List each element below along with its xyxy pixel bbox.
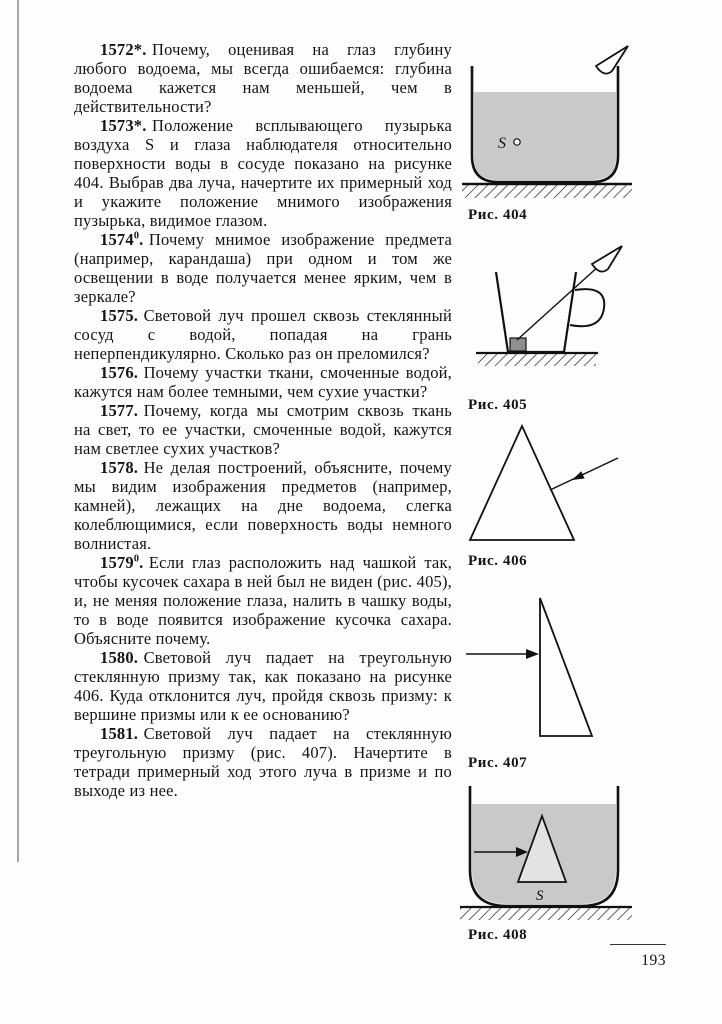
problem-text: Почему, когда мы смотрим сквозь ткань на свет, то ее участки, смоченные водой, кажутся нам светлее сухих участков? [74,401,452,458]
problem-text: Почему участки ткани, смоченные водой, кажутся нам более темными, чем сухие участки? [74,363,452,401]
figure-407-drawing [460,592,635,750]
eye-icon [596,46,628,74]
figure-406-drawing [460,420,635,548]
problem-number: 1579$^0$. [100,553,144,572]
problem-1573 [74,116,452,230]
prism-triangle [540,598,592,736]
figure-caption: Рис. 407 [468,755,528,771]
problem-1575 [74,306,452,363]
problem-number: 1581. [100,724,139,743]
ground-hatching [460,908,632,920]
figure-405 [460,242,638,414]
problem-number: 1577. [100,401,139,420]
problem-text: Почему, оценивая на глаз глубину любого водоема, мы всегда ошибаемся: глубина водоема кажется нам меньшей, чем в действительности? [74,40,452,116]
problem-1581 [74,724,452,800]
problem-text: Световой луч падает на треугольную стеклянную призму так, как показано на рисунке 406. Куда отклонится луч, пройдя сквозь призму: к вершине призмы или к ее основанию? [74,648,452,724]
figure-406 [460,420,638,570]
prism-triangle [470,426,574,540]
problem-1574 [74,230,452,306]
ground-hatching [462,185,632,198]
figure-405-drawing [460,242,635,392]
problem-number: 1572*. [100,40,147,59]
figure-caption: Рис. 408 [468,927,528,943]
problems-column [74,40,452,800]
problem-number: 1578. [100,458,139,477]
problem-text: Если глаз расположить над чашкой так, чтобы кусочек сахара в ней был не виден (рис. 405), и, не меняя положение глаза, налить в чашку воды, то в воде появится изображение кусочка сахара. Объясните почему. [74,553,452,648]
eye-icon [592,246,622,272]
problem-1580 [74,648,452,724]
problem-number: 1575. [100,306,139,325]
problem-number: 1573*. [100,116,147,135]
problem-text: Положение всплывающего пузырька воздуха S и глаза наблюдателя относительно поверхности воды в сосуде показано на рисунке 404. Выбрав два луча, начертите их примерный ход и укажите положение мнимого изображения пузырька, видимое глазом. [74,116,452,230]
problem-1576 [74,363,452,401]
problem-1572 [74,40,452,116]
problem-text: Световой луч прошел сквозь стеклянный сосуд с водой, попадая на грань неперпендикулярно. Сколько раз он преломился? [74,306,452,363]
figure-407 [460,592,638,772]
figure-404 [460,44,638,224]
bubble-label: S [498,135,506,152]
ground-hatching [478,354,596,366]
figure-caption: Рис. 404 [468,207,528,223]
ray-arrowhead [572,471,585,480]
problem-text: Не делая построений, объясните, почему мы видим изображения предметов (например, камней), лежащих на дне водоема, слегка колеблющимися, если поверхность воды немного волнистая. [74,458,452,553]
figure-408-drawing [460,780,635,922]
figure-caption: Рис. 405 [468,397,528,413]
problem-1578 [74,458,452,553]
scan-edge-line [17,0,19,862]
page-footer [610,944,666,970]
problem-number: 1580. [100,648,139,667]
ray-arrowhead [526,649,539,659]
figure-404-drawing [460,44,635,202]
problem-text: Почему мнимое изображение предмета (например, карандаша) при одном и том же освещении в воде получается менее ярким, чем в зеркале? [74,230,452,306]
cup-outline [496,272,576,352]
figure-408 [460,780,638,944]
cup-handle [570,289,604,326]
problem-number: 1574$^0$. [100,230,144,249]
problem-text: Световой луч падает на стеклянную треугольную призму (рис. 407). Начертите в тетради примерный ход этого луча в призме и по выходе из нее. [74,724,452,800]
page-number: 193 [641,952,666,969]
problem-number: 1576. [100,363,139,382]
figure-caption: Рис. 406 [468,553,528,569]
incident-ray [550,458,618,490]
problem-1579 [74,553,452,648]
air-bubble [514,139,520,145]
source-label: S [536,888,544,904]
problem-1577 [74,401,452,458]
water [474,92,616,180]
